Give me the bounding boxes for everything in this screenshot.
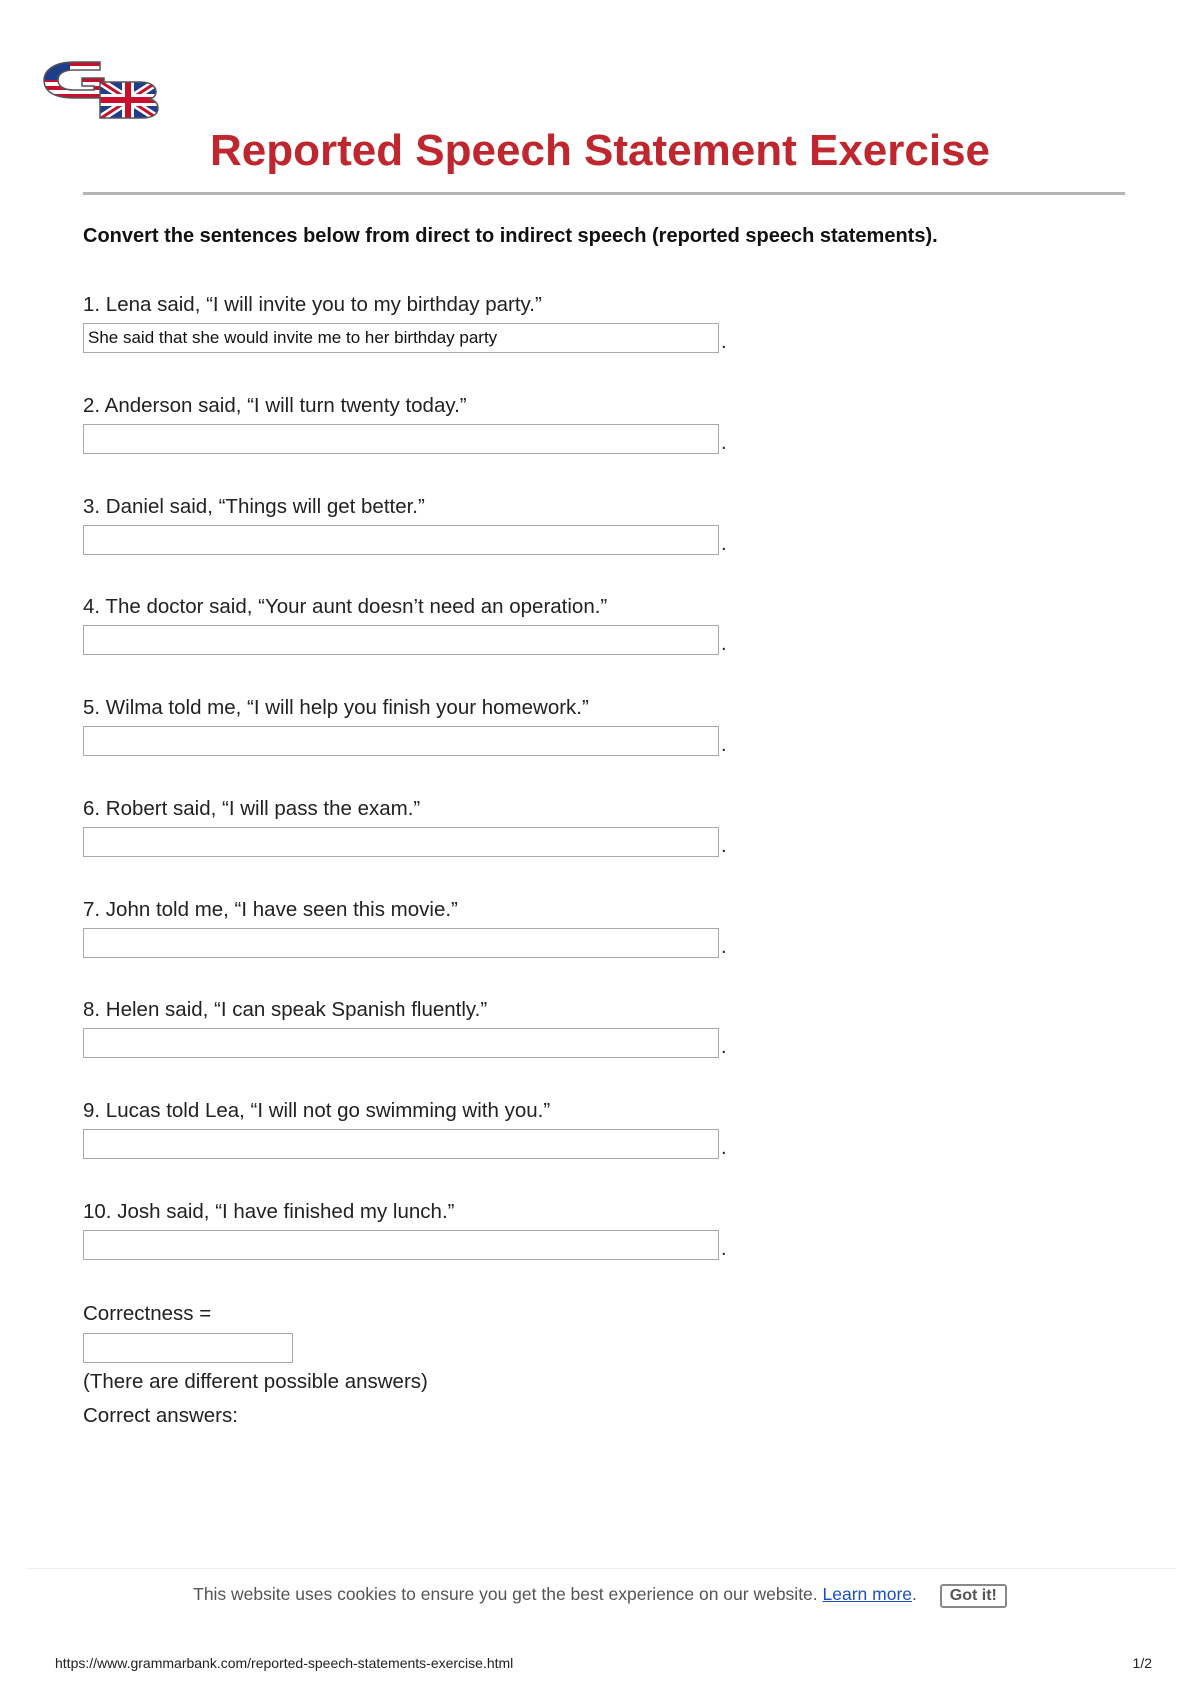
answer-row [83,525,983,557]
cookie-bar-divider [26,1568,1176,1569]
footer-url: https://www.grammarbank.com/reported-speech-statements-exercise.html [55,1655,514,1671]
answer-period: . [721,432,727,454]
answer-input[interactable] [83,1129,719,1159]
correctness-label: Correctness = [83,1302,212,1325]
page-title: Reported Speech Statement Exercise [209,126,991,175]
answer-input[interactable] [83,525,719,555]
question-text: 10. Josh said, “I have finished my lunch.” [83,1200,455,1223]
answer-input[interactable] [83,424,719,454]
question-text: 6. Robert said, “I will pass the exam.” [83,797,421,820]
answer-input[interactable] [83,827,719,857]
answer-row [83,1028,983,1060]
answer-period: . [721,533,727,555]
cookie-message: This website uses cookies to ensure you get the best experience on our website. [193,1584,818,1604]
question-text: 7. John told me, “I have seen this movie.” [83,898,458,921]
answer-input[interactable] [83,1230,719,1260]
answer-row [83,928,983,960]
correctness-output[interactable] [83,1333,293,1363]
cookie-banner [0,1584,1200,1608]
answer-row [83,424,983,456]
answer-input[interactable] [83,726,719,756]
answer-input[interactable] [83,625,719,655]
question-3 [83,492,983,557]
question-9 [83,1096,983,1161]
answer-row [83,827,983,859]
question-7 [83,895,983,960]
cookie-link-suffix: . [912,1584,917,1604]
question-text: 2. Anderson said, “I will turn twenty today.” [83,394,467,417]
answer-period: . [721,331,727,353]
title-divider [83,192,1125,195]
question-8 [83,995,983,1060]
question-6 [83,794,983,859]
question-10 [83,1197,983,1262]
answer-input[interactable] [83,928,719,958]
question-text: 3. Daniel said, “Things will get better.” [83,495,425,518]
answer-row [83,1230,983,1262]
answer-period: . [721,1137,727,1159]
learn-more-link[interactable]: Learn more [822,1584,913,1604]
question-text: 5. Wilma told me, “I will help you finish your homework.” [83,696,589,719]
answer-period: . [721,1036,727,1058]
different-answers-note: (There are different possible answers) [83,1370,428,1393]
answer-row [83,323,983,355]
instructions: Convert the sentences below from direct to indirect speech (reported speech statements). [83,225,938,247]
answer-input[interactable] [83,1028,719,1058]
question-5 [83,693,983,758]
question-2 [83,391,983,456]
correct-answers-label: Correct answers: [83,1404,238,1427]
question-text: 8. Helen said, “I can speak Spanish fluently.” [83,998,488,1021]
question-text: 9. Lucas told Lea, “I will not go swimming with you.” [83,1099,551,1122]
answer-input[interactable]: She said that she would invite me to her birthday party [83,323,719,353]
answer-period: . [721,734,727,756]
footer-page-number: 1/2 [1132,1655,1152,1671]
b-letter-uk-flag [98,80,160,120]
question-text: 1. Lena said, “I will invite you to my birthday party.” [83,293,542,316]
answer-row [83,726,983,758]
question-4 [83,592,983,657]
answer-period: . [721,633,727,655]
answer-row [83,625,983,657]
answer-row [83,1129,983,1161]
question-1 [83,290,983,355]
got-it-button[interactable]: Got it! [940,1584,1007,1608]
answer-period: . [721,936,727,958]
question-text: 4. The doctor said, “Your aunt doesn’t need an operation.” [83,595,608,618]
grammarbank-logo[interactable] [40,54,160,122]
answer-period: . [721,835,727,857]
answer-period: . [721,1238,727,1260]
